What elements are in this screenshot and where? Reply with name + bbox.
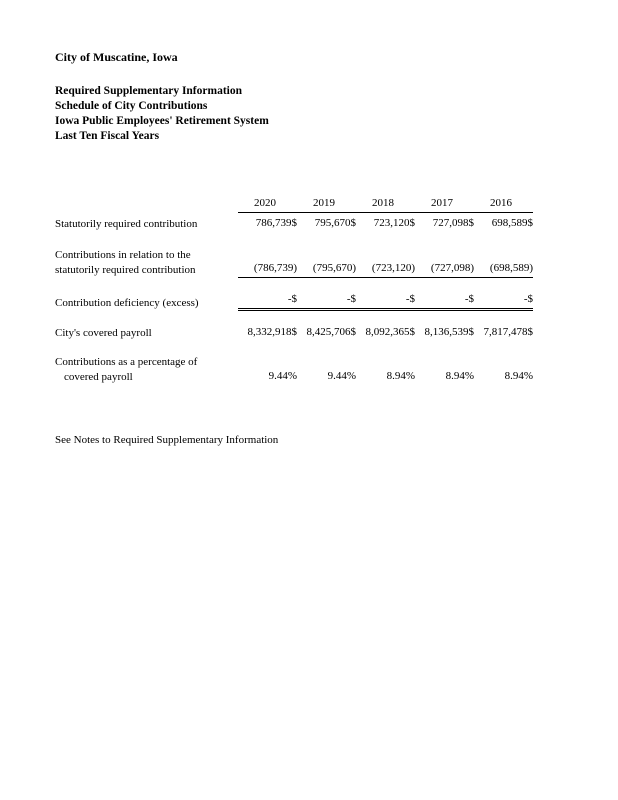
table-cell: -$ [287,293,297,305]
row-values [238,369,533,385]
table-cell: 795,670$ [314,217,356,229]
table-cell: (698,589) [489,262,533,274]
row-label-line: City's covered payroll [55,327,152,339]
document-subtitles [55,84,563,144]
row-label-line: Contribution deficiency (excess) [55,297,199,309]
subtitle-retirement-system: Iowa Public Employees' Retirement System [55,115,269,127]
row-label-line: covered payroll [64,371,133,383]
table-header-row [55,196,563,213]
row-label [55,326,238,341]
year-header-cells [238,196,533,213]
table-cell: (723,120) [371,262,415,274]
row-label [55,248,238,278]
table-cell: 9.44% [268,370,297,382]
row-label [55,217,238,232]
table-cell: 8,332,918$ [247,326,297,338]
row-values [238,216,533,232]
table-row-statutorily-required-contribution [55,216,563,232]
row-label-line: Statutorily required contribution [55,218,198,230]
table-cell: 8,092,365$ [365,326,415,338]
year-column-header: 2019 [313,197,335,209]
table-cell: (727,098) [430,262,474,274]
table-cell: -$ [523,293,533,305]
row-label [55,296,238,311]
table-cell: (795,670) [312,262,356,274]
table-cell: -$ [405,293,415,305]
table-cell: 723,120$ [373,217,415,229]
year-column-header: 2016 [490,197,512,209]
table-cell: (786,739) [253,262,297,274]
subtitle-schedule-of-city-contributions: Schedule of City Contributions [55,100,208,112]
table-cell: -$ [346,293,356,305]
row-label [55,355,238,385]
year-column-header: 2018 [372,197,394,209]
table-cell: 9.44% [327,370,356,382]
table-cell: 7,817,478$ [483,326,533,338]
row-label-line: statutorily required contribution [55,264,196,276]
table-cell: 8,136,539$ [424,326,474,338]
table-cell: -$ [464,293,474,305]
table-cell: 727,098$ [432,217,474,229]
row-values [238,261,533,278]
table-row-contributions-percentage [55,355,563,385]
document-title: City of Muscatine, Iowa [55,50,178,64]
table-cell: 8.94% [386,370,415,382]
table-cell: 698,589$ [491,217,533,229]
row-label-line: Contributions as a percentage of [55,356,198,368]
table-cell: 8,425,706$ [306,326,356,338]
table-cell: 786,739$ [255,217,297,229]
year-column-header: 2020 [254,197,276,209]
subtitle-last-ten-fiscal-years: Last Ten Fiscal Years [55,130,160,142]
table-row-contribution-deficiency [55,292,563,311]
row-values [238,292,533,311]
table-cell: 8.94% [445,370,474,382]
table-cell: 8.94% [504,370,533,382]
footer-note: See Notes to Required Supplementary Information [55,434,279,446]
year-column-header: 2017 [431,197,453,209]
contributions-table [55,196,563,385]
table-row-contributions-in-relation [55,248,563,278]
table-row-covered-payroll [55,325,563,341]
row-label-line: Contributions in relation to the [55,249,191,261]
subtitle-required-supplementary-information: Required Supplementary Information [55,85,242,97]
row-values [238,325,533,341]
